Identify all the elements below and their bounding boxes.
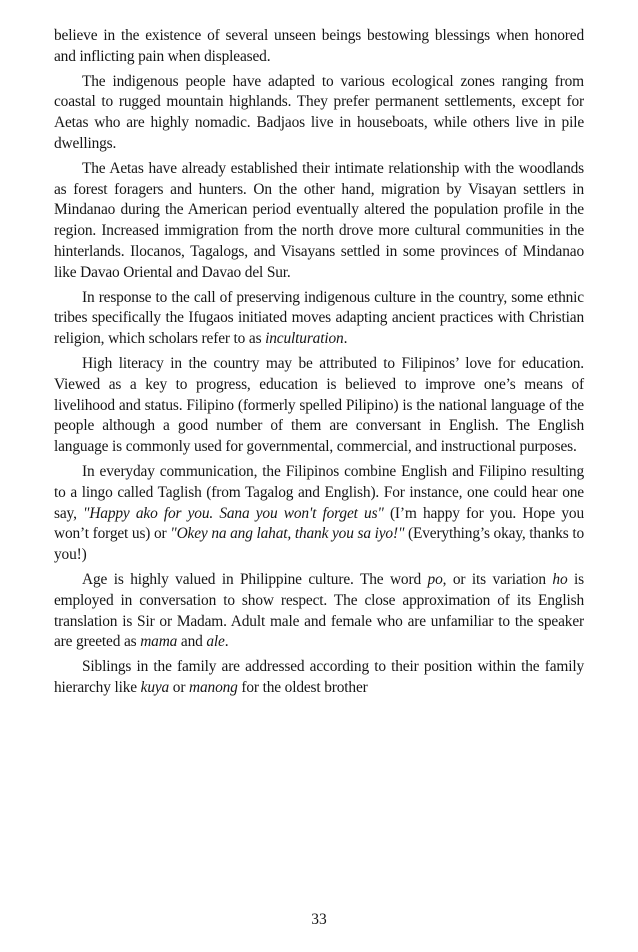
- paragraph: [54, 288, 584, 350]
- text-run: .: [343, 330, 348, 348]
- italic-text: ho: [552, 570, 568, 588]
- paragraph: [54, 570, 584, 653]
- paragraph: [54, 462, 584, 566]
- text-run: (Everything’s okay, thanks to you!): [54, 525, 584, 564]
- italic-text: mama: [140, 633, 178, 651]
- text-run: , or its variation: [442, 570, 553, 588]
- text-run: (I’m happy for you. Hope you won’t forget us) or: [54, 504, 584, 543]
- italic-text: "Happy ako for you. Sana you won't forget us": [83, 504, 384, 522]
- paragraph: [54, 72, 584, 155]
- text-run: Age is highly valued in Philippine culture. The word: [82, 570, 428, 588]
- text-run: is employed in conversation to show respect. The close approximation of its English translation is Sir or Madam. Adult male and female who are unfamiliar to the speaker are greeted as: [54, 570, 584, 651]
- body-text: [54, 26, 584, 703]
- italic-text: inculturation: [265, 330, 344, 348]
- italic-text: manong: [189, 678, 238, 696]
- italic-text: kuya: [140, 678, 170, 696]
- italic-text: po: [427, 570, 443, 588]
- italic-text: "Okey na ang lahat, thank you sa iyo!": [170, 525, 405, 543]
- text-run: or: [169, 678, 190, 696]
- text-run: .: [224, 633, 229, 651]
- text-run: and: [177, 633, 207, 651]
- paragraph: [54, 657, 584, 699]
- text-run: Siblings in the family are addressed according to their position within the family hierarchy like: [54, 658, 584, 696]
- paragraph: [54, 354, 584, 458]
- text-run: In response to the call of preserving indigenous culture in the country, some ethnic tribes specifically the Ifugaos initiated moves adapting ancient practices with Christian religion, which scholars refer to as: [54, 288, 584, 348]
- page-number: 33: [311, 911, 327, 928]
- paragraph: [54, 159, 584, 284]
- text-run: The indigenous people have adapted to various ecological zones ranging from coastal to rugged mountain highlands. They prefer permanent settlements, except for Aetas who are highly nomadic. Badjaos live in houseboats, while others live in pile dwellings.: [54, 72, 584, 152]
- text-run: believe in the existence of several unseen beings bestowing blessings when honored and inflicting pain when displeased.: [54, 27, 584, 65]
- paragraph: [54, 26, 584, 68]
- text-run: The Aetas have already established their intimate relationship with the woodlands as forest foragers and hunters. On the other hand, migration by Visayan settlers in Mindanao during the American period eventually altered the population profile in the region. Increased immigration from the north drove more cultural communities in the hinterlands. Ilocanos, Tagalogs, and Visayans settled in some provinces of Mindanao like Davao Oriental and Davao del Sur.: [54, 159, 584, 281]
- text-run: In everyday communication, the Filipinos combine English and Filipino resulting to a lingo called Taglish (from Tagalog and English). For instance, one could hear one say,: [54, 462, 584, 522]
- text-run: for the oldest brother: [237, 678, 368, 696]
- text-run: High literacy in the country may be attributed to Filipinos’ love for education. Viewed as a key to progress, education is believed to improve one’s means of livelihood and status. Filipino (formerly spelled Pilipino) is the national language of the people although a good number of them are conversant in English. The English language is commonly used for governmental, commercial, and instructional purposes.: [54, 354, 584, 456]
- italic-text: ale: [206, 633, 225, 651]
